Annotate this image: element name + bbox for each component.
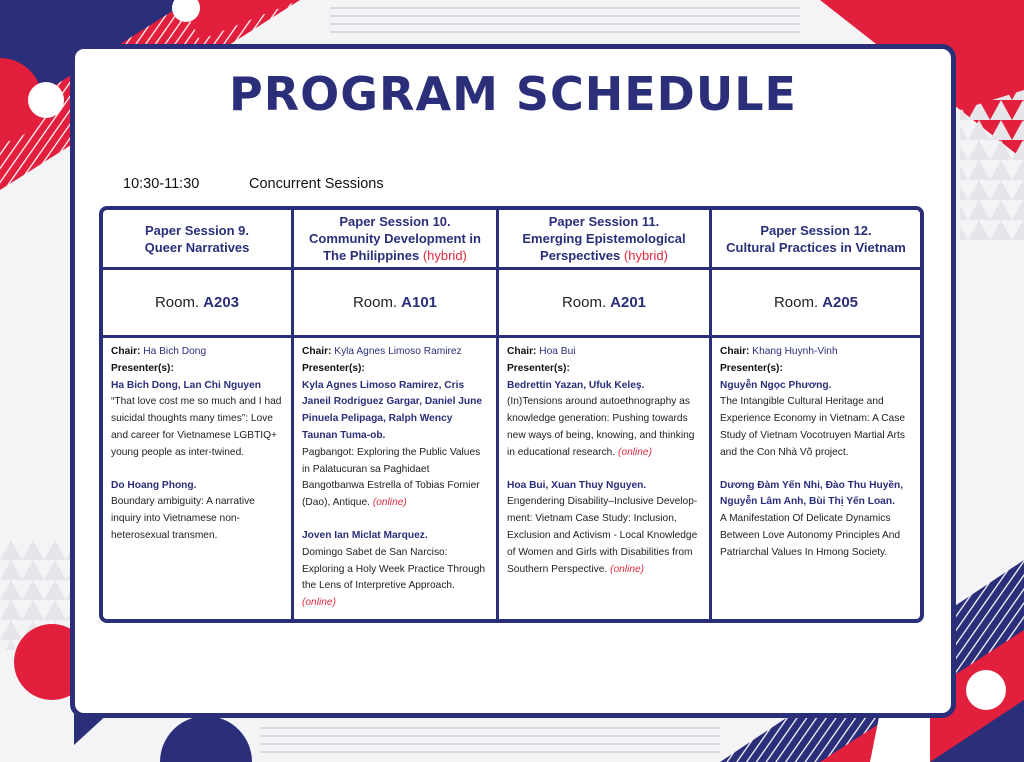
- session-details-12: [712, 338, 920, 619]
- room-cell-9: [103, 270, 294, 338]
- paper-authors: Joven Ian Miclat Marquez.: [302, 529, 428, 541]
- room-code: A101: [401, 294, 438, 311]
- paper-authors: Hoa Bui, Xuan Thuy Nguyen.: [507, 479, 647, 491]
- paper-authors: Nguyễn Ngọc Phương.: [720, 379, 832, 391]
- online-tag: (online): [610, 563, 645, 575]
- paper-title: Engendering Disability–Inclusive Develop-ment: Vietnam Case Study: Inclusion, Exclusion and Activism - Local Knowledge of Women and Girls with Disabilities from Southern Perspective.: [507, 496, 698, 575]
- room-label: Room.: [352, 294, 398, 311]
- session-theme: Emerging Epistemological: [522, 231, 686, 246]
- session-details-11: [499, 338, 712, 619]
- session-number: Paper Session 9.: [144, 222, 250, 238]
- session-theme-cont: Perspectives: [540, 248, 621, 263]
- presenters-label: Presenter(s):: [507, 362, 570, 374]
- room-label: Room.: [561, 294, 607, 311]
- paper-title: Pagbangot: Exploring the Public Values in Palatucuran sa Paghidaet Bangotbanwa Estrella of Tobias Fornier (Dao), Antique.: [302, 446, 481, 509]
- session-theme: Cultural Practices in Vietnam: [726, 239, 906, 255]
- hybrid-tag: (hybrid): [422, 248, 467, 263]
- room-code: A203: [203, 294, 240, 311]
- presenters-label: Presenter(s):: [720, 362, 783, 374]
- session-theme: Community Development in: [309, 231, 481, 246]
- room-cell-10: [294, 270, 499, 338]
- room-cell-11: [499, 270, 712, 338]
- session-number: Paper Session 11.: [548, 214, 660, 229]
- session-theme-cont: The Philippines: [323, 248, 420, 263]
- paper-authors: Do Hoang Phong.: [111, 479, 197, 491]
- presenters-label: Presenter(s):: [111, 362, 174, 374]
- paper-authors: Ha Bich Dong, Lan Chi Nguyen: [111, 379, 261, 391]
- chair-label: Chair:: [507, 346, 537, 357]
- paper-title: Domingo Sabet de San Narciso: Exploring a Holy Week Practice Through the Lens of Interpretive Approach.: [302, 546, 486, 592]
- room-code: A201: [610, 294, 647, 311]
- paper-authors: Bedrettin Yazan, Ufuk Keleş.: [507, 379, 645, 391]
- paper-authors: Dương Đàm Yến Nhi, Đào Thu Huyền, Nguyễn Lâm Anh, Bùi Thị Yến Loan.: [720, 479, 904, 508]
- session-theme: Queer Narratives: [144, 239, 250, 255]
- paper-title: (In)Tensions around autoethnography as knowledge generation: Pushing towards new ways of being, knowing, and thinking in educational research.: [507, 396, 695, 458]
- schedule-card: [70, 44, 956, 718]
- hybrid-tag: (hybrid): [623, 248, 668, 263]
- session-header-10: [294, 210, 499, 270]
- time-bar: [123, 176, 384, 192]
- chair-name: Kyla Agnes Limoso Ramirez: [334, 346, 462, 357]
- online-tag: (online): [618, 446, 652, 458]
- paper-title: A Manifestation Of Delicate Dynamics Between Love Autonomy Principles And Patriarchal Values In Hmong Society.: [720, 513, 901, 558]
- online-tag: (online): [302, 597, 336, 609]
- page-title: PROGRAM SCHEDULE: [229, 67, 797, 121]
- chair-label: Chair:: [720, 346, 750, 357]
- chair-label: Chair:: [302, 346, 332, 357]
- room-label: Room.: [773, 294, 819, 311]
- chair-label: Chair:: [111, 346, 141, 357]
- schedule-table: [99, 206, 924, 623]
- session-header-9: [103, 210, 294, 270]
- paper-title: The Intangible Cultural Heritage and Experience Economy in Vietnam: A Case Study of Vietnam Vocotruyen Martial Arts and the Con Nhà Võ project.: [720, 396, 905, 458]
- paper-title: Boundary ambiguity: A narrative inquiry into Vietnamese non-heterosexual transmen.: [111, 496, 255, 541]
- chair-name: Hoa Bui: [539, 346, 576, 357]
- chair-name: Ha Bich Dong: [143, 346, 207, 357]
- room-label: Room.: [154, 294, 200, 311]
- session-details-10: [294, 338, 499, 619]
- session-number: Paper Session 12.: [760, 222, 872, 238]
- session-header-11: [499, 210, 712, 270]
- chair-name: Khang Huynh-Vinh: [752, 346, 838, 357]
- room-cell-12: [712, 270, 920, 338]
- paper-authors: Kyla Agnes Limoso Ramirez, Cris Janeil Rodriguez Gargar, Daniel June Pinuela Pelipaga, Ralph Wency Taunan Tuma-ob.: [302, 379, 483, 441]
- session-header-12: [712, 210, 920, 270]
- session-type: Concurrent Sessions: [249, 176, 384, 192]
- presenters-label: Presenter(s):: [302, 362, 365, 374]
- session-time: 10:30-11:30: [123, 176, 200, 192]
- room-code: A205: [822, 294, 859, 311]
- session-number: Paper Session 10.: [339, 214, 451, 229]
- session-details-9: [103, 338, 294, 619]
- online-tag: (online): [372, 497, 407, 509]
- paper-title: “That love cost me so much and I had suicidal thoughts many times”: Love and career for Vietnamese LGBTIQ+ young people as inter-twined.: [111, 396, 282, 458]
